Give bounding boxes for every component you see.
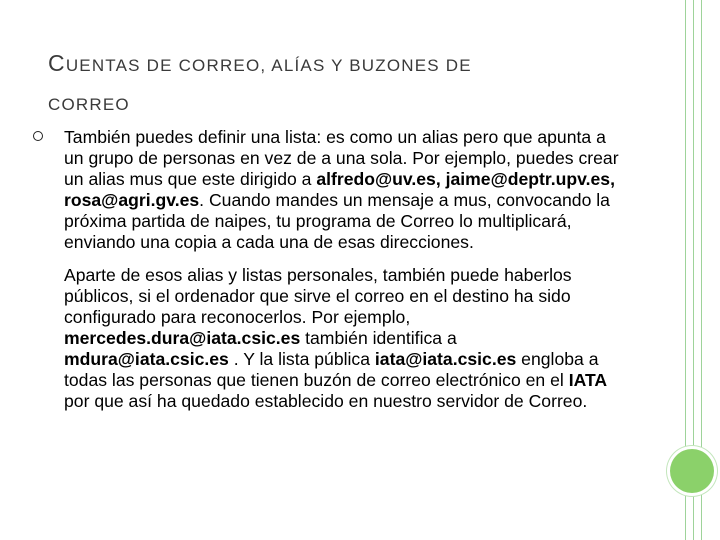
email-address: mdura@iata.csic.es [64,349,229,369]
organization-name: IATA [568,370,608,390]
paragraph-public-aliases [64,265,620,412]
text: . Y la lista pública [228,349,375,369]
email-public-list: iata@iata.csic.es [374,349,517,369]
title-line-1 [48,44,648,86]
text: Aparte de esos alias y listas personales, también puede haberlos públicos, si el ordenador que sirve el correo en el destino ha sido configurado para reconocerlos. Por ejemplo, [64,265,572,327]
email-alias: mercedes.dura@iata.csic.es [64,328,301,348]
green-circle-ornament [670,449,714,493]
email-list: alfredo@uv.es, jaime@deptr.upv.es, rosa@agri.gv.es [64,169,615,210]
slide-body [64,127,620,412]
text: por que así ha quedado establecido en nuestro servidor de Correo. [64,391,588,411]
title-rest: UENTAS DE CORREO, ALÍAS Y BUZONES DE [65,56,472,75]
text: también identifica a [300,328,457,348]
text: engloba a todas las personas que tienen buzón de correo electrónico en el [64,349,599,390]
title-initial: C [48,50,66,76]
text: También puedes definir una lista: es como un alias pero que apunta a un grupo de personas en vez de a una sola. Por ejemplo, puedes crear un alias mus que este dirigido a [64,127,619,189]
hollow-circle-bullet-icon [33,131,43,141]
slide-title [48,44,648,124]
paragraph-lists [64,127,620,253]
title-line-2: CORREO [48,95,130,114]
text: . Cuando mandes un mensaje a mus, convocando la próxima partida de naipes, tu programa de Correo lo multiplicará, enviando una copia a cada una de esas direcciones. [64,190,610,252]
